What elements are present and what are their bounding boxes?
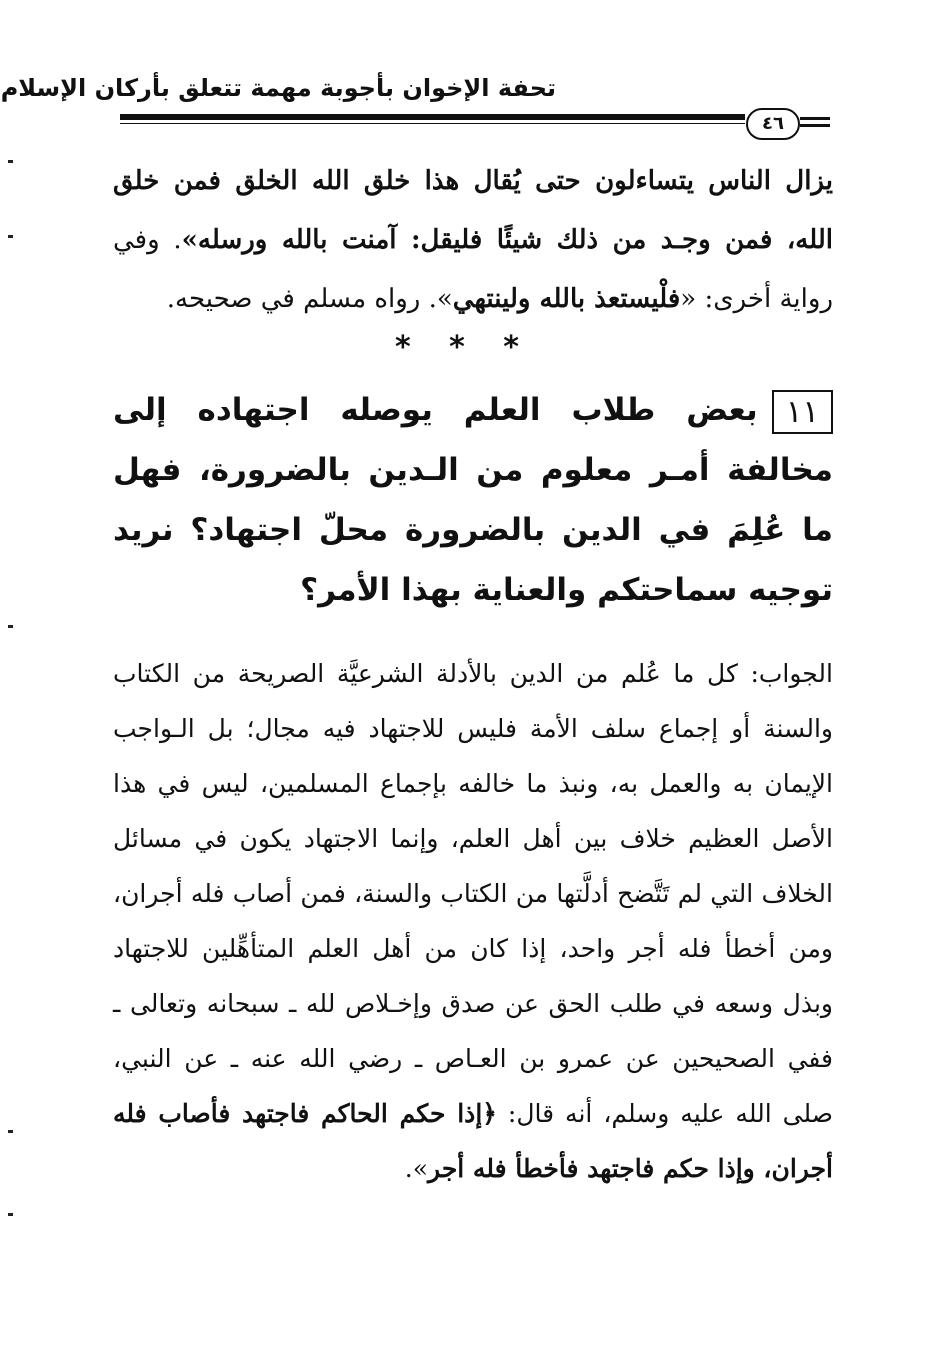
continuation-quote: يزال الناس يتساءلون حتى يُقال هذا خلق الله الخلق فمن خلق الله، فمن وجـد من ذلك شيئًا فليقل: آمنت بالله ورسله» xyxy=(113,166,833,255)
running-title: تحفة الإخوان بأجوبة مهمة تتعلق بأركان الإسلام xyxy=(0,74,556,102)
scan-edge-mark xyxy=(8,160,13,163)
continuation-text-b: ». رواه مسلم في صحيحه. xyxy=(166,284,453,314)
page-number: ٤٦ xyxy=(746,108,800,140)
header-rule-thick xyxy=(120,114,745,120)
question-text: بعض طلاب العلم يوصله اجتهاده إلى مخالفة أمـر معلوم من الـدين بالضرورة، فهل ما عُلِمَ في الدين بالضرورة محلّ اجتهاد؟ نريد توجيه سماحتكم والعناية بهذا الأمر؟ xyxy=(113,392,833,608)
answer-closing: ». xyxy=(404,1154,429,1183)
hadith-quote: ﴿إذا حكم الحاكم فاجتهد فأصاب فله أجران، وإذا حكم فاجتهد فأخطأ فله أجر xyxy=(113,1099,833,1183)
continuation-paragraph xyxy=(113,152,833,329)
page-number-dash-top xyxy=(800,117,830,120)
answer-paragraph xyxy=(113,646,833,1196)
question-paragraph xyxy=(113,380,833,620)
scan-edge-mark xyxy=(8,235,13,238)
scan-edge-mark xyxy=(8,1213,13,1216)
answer-body: الجواب: كل ما عُلم من الدين بالأدلة الشرعيَّة الصريحة من الكتاب والسنة أو إجماع سلف الأمة فليس للاجتهاد فيه مجال؛ بل الـواجب الإيمان به والعمل به، ونبذ ما خالفه بإجماع المسلمين، ليس في هذا الأصل العظيم خلاف بين أهل العلم، وإنما الاجتهاد يكون في مسائل الخلاف التي لم تَتَّضح أدلَّتها من الكتاب والسنة، فمن أصاب فله أجران، ومن أخطأ فله أجر واحد، إذا كان من أهل العلم المتأهِّلين للاجتهاد وبذل وسعه في طلب الحق عن صدق وإخـلاص لله ـ سبحانه وتعالى ـ ففي الصحيحين عن عمرو بن العـاص ـ رضي الله عنه ـ عن النبي، صلى الله عليه وسلم، أنه قال: xyxy=(113,659,833,1128)
question-number-box: ١١ xyxy=(772,390,833,434)
header-rule-thin xyxy=(120,123,745,124)
section-separator: * * * xyxy=(395,330,533,365)
scan-edge-mark xyxy=(8,625,13,628)
continuation-text-a: . وفي رواية أخرى: « xyxy=(113,225,833,314)
page-number-dash-bottom xyxy=(800,124,830,127)
continuation-quote-second: فلْيستعذ بالله ولينتهي xyxy=(452,284,681,314)
scan-edge-mark xyxy=(8,1130,13,1133)
